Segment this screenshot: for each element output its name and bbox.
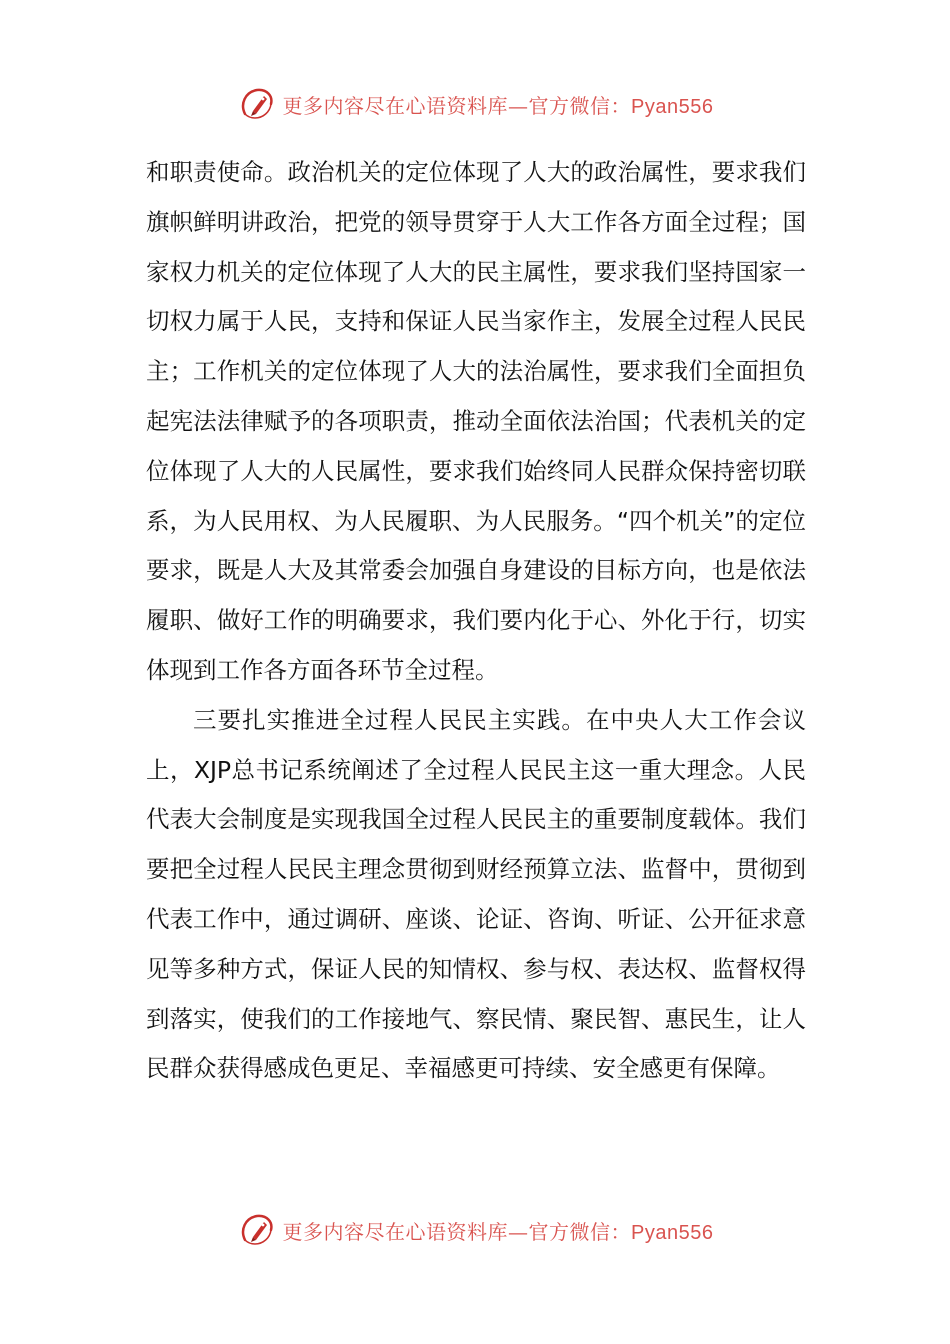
header-banner-wechat-id: Pyan556 [631, 95, 714, 118]
footer-banner-text: 更多内容尽在心语资料库—官方微信： [282, 1219, 632, 1244]
footer-banner-wechat-id: Pyan556 [631, 1221, 714, 1244]
paragraph-1: 和职责使命。政治机关的定位体现了人大的政治属性，要求我们旗帜鲜明讲政治，把党的领导贯穿于人大工作各方面全过程；国家权力机关的定位体现了人大的民主属性，要求我们坚持国家一切权力属于人民，支持和保证人民当家作主，发展全过程人民民主；工作机关的定位体现了人大的法治属性，要求我们全面担负起宪法法律赋予的各项职责，推动全面依法治国；代表机关的定位体现了人大的人民属性，要求我们始终同人民群众保持密切联系，为人民用权、为人民履职、为人民服务。“四个机关”的定位要求，既是人大及其常委会加强自身建设的目标方向，也是依法履职、做好工作的明确要求，我们要内化于心、外化于行，切实体现到工作各方面各环节全过程。 [146, 158, 806, 684]
footer-banner [0, 1206, 950, 1254]
header-banner [0, 80, 950, 128]
paragraph-2: 三要扎实推进全过程人民民主实践。在中央人大工作会议上，XJP总书记系统阐述了全过程人民民主这一重大理念。人民代表大会制度是实现我国全过程人民民主的重要制度载体。我们要把全过程人民民主理念贯彻到财经预算立法、监督中，贯彻到代表工作中，通过调研、座谈、论证、咨询、听证、公开征求意见等多种方式，保证人民的知情权、参与权、表达权、监督权得到落实，使我们的工作接地气、察民情、聚民智、惠民生，让人民群众获得感成色更足、幸福感更可持续、安全感更有保障。 [146, 705, 806, 1083]
pen-nib-circle-icon [237, 1210, 277, 1250]
document-body [146, 148, 806, 1094]
pen-nib-circle-icon [237, 84, 277, 124]
header-banner-text: 更多内容尽在心语资料库—官方微信： [282, 93, 632, 118]
